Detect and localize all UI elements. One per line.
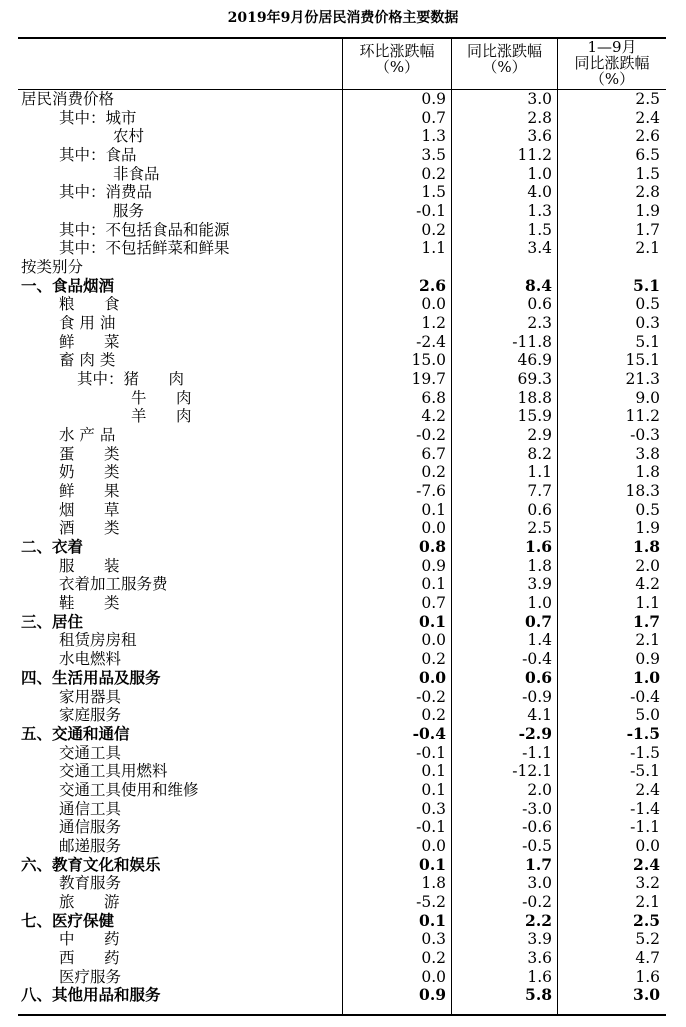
mom-value: 3.5 <box>421 146 446 165</box>
yoy-value: 8.2 <box>527 444 552 463</box>
ytd-yoy-value: 0.5 <box>635 295 660 314</box>
yoy-value: 1.4 <box>527 631 552 650</box>
table-row <box>0 165 686 184</box>
row-label: 服务 <box>113 202 145 221</box>
yoy-value: 0.7 <box>525 611 552 631</box>
yoy-value: 0.6 <box>525 667 552 687</box>
mom-value: 0.2 <box>421 220 446 239</box>
table-row <box>0 744 686 763</box>
yoy-value: 2.2 <box>525 910 552 930</box>
row-label: 租赁房房租 <box>59 631 137 650</box>
mom-value: -2.4 <box>416 332 446 351</box>
row-label: 食 用 油 <box>59 314 116 333</box>
row-label: 服 装 <box>59 556 120 575</box>
row-label: 其中：不包括食品和能源 <box>59 220 230 239</box>
yoy-value: -1.1 <box>522 743 552 762</box>
row-label: 其中：猪 肉 <box>77 370 185 389</box>
mom-value: 1.8 <box>421 874 446 893</box>
mom-value: 0.0 <box>419 667 446 687</box>
row-label: 居民消费价格 <box>21 90 115 108</box>
row-label: 酒 类 <box>59 519 120 538</box>
category-row <box>0 669 686 688</box>
yoy-value: 0.6 <box>527 295 552 314</box>
yoy-value: 1.6 <box>527 967 552 986</box>
row-label: 二、衣着 <box>21 537 84 557</box>
yoy-value: 1.0 <box>527 164 552 183</box>
mom-value: 1.3 <box>421 127 446 146</box>
ytd-yoy-value: 1.6 <box>635 967 660 986</box>
row-label: 交通工具 <box>59 743 122 762</box>
mom-value: -7.6 <box>416 482 446 501</box>
row-label: 家用器具 <box>59 687 122 706</box>
ytd-yoy-value: -1.1 <box>630 818 660 837</box>
yoy-value: 1.5 <box>527 220 552 239</box>
row-label: 七、医疗保健 <box>21 910 115 930</box>
yoy-value: 18.8 <box>517 388 552 407</box>
ytd-yoy-value: 6.5 <box>635 146 660 165</box>
table-row <box>0 650 686 669</box>
header-ytd-label: 同比涨跌幅 <box>574 54 650 72</box>
table-row <box>0 557 686 576</box>
ytd-yoy-value: 1.8 <box>633 537 660 557</box>
row-label: 医疗服务 <box>59 967 122 986</box>
row-label: 交通工具用燃料 <box>59 762 168 781</box>
header-mom-label: 环比涨跌幅 <box>359 42 435 60</box>
table-row <box>0 706 686 725</box>
yoy-value: -0.6 <box>522 818 552 837</box>
row-label: 其中：消费品 <box>59 183 153 202</box>
yoy-value: 2.0 <box>527 780 552 799</box>
table-row <box>0 781 686 800</box>
ytd-yoy-value: 1.7 <box>635 220 660 239</box>
yoy-value: 2.9 <box>527 426 552 445</box>
mom-value: 0.1 <box>419 611 446 631</box>
row-label: 通信服务 <box>59 818 122 837</box>
table-row <box>0 818 686 837</box>
ytd-yoy-value: -1.5 <box>626 723 660 743</box>
table-row <box>0 333 686 352</box>
row-label: 中 药 <box>59 930 120 949</box>
ytd-yoy-value: 3.8 <box>635 444 660 463</box>
row-label: 西 药 <box>59 948 120 967</box>
ytd-yoy-value: 1.5 <box>635 164 660 183</box>
table-row <box>0 351 686 370</box>
yoy-value: 3.0 <box>527 90 552 108</box>
yoy-value: 3.9 <box>527 575 552 594</box>
mom-value: 0.0 <box>421 967 446 986</box>
ytd-yoy-value: 0.3 <box>635 314 660 333</box>
row-label: 按类别分 <box>21 258 84 277</box>
table-row <box>0 426 686 445</box>
table-row <box>0 370 686 389</box>
ytd-yoy-value: 2.1 <box>635 239 660 258</box>
yoy-value: 2.8 <box>527 108 552 127</box>
mom-value: 0.2 <box>421 650 446 669</box>
ytd-yoy-value: 9.0 <box>635 388 660 407</box>
mom-value: 0.8 <box>419 537 446 557</box>
ytd-yoy-value: 2.1 <box>635 631 660 650</box>
ytd-yoy-value: 4.2 <box>635 575 660 594</box>
mom-value: 0.7 <box>421 594 446 613</box>
ytd-yoy-value: 0.5 <box>635 500 660 519</box>
ytd-yoy-value: 2.8 <box>635 183 660 202</box>
ytd-yoy-value: -1.5 <box>630 743 660 762</box>
ytd-yoy-value: 2.5 <box>635 90 660 108</box>
category-row <box>0 725 686 744</box>
ytd-yoy-value: 0.9 <box>635 650 660 669</box>
table-body <box>0 90 686 1005</box>
yoy-value: -0.4 <box>522 650 552 669</box>
table-row <box>0 949 686 968</box>
table-row <box>0 463 686 482</box>
ytd-yoy-value: 1.8 <box>635 463 660 482</box>
table-row <box>0 893 686 912</box>
mom-value: 0.9 <box>421 556 446 575</box>
ytd-yoy-value: 1.0 <box>633 667 660 687</box>
mom-value: 0.2 <box>421 463 446 482</box>
mom-value: 6.7 <box>421 444 446 463</box>
yoy-value: 2.3 <box>527 314 552 333</box>
table-row <box>0 594 686 613</box>
row-label: 五、交通和通信 <box>21 723 130 743</box>
table-row <box>0 501 686 520</box>
yoy-value: 4.1 <box>527 706 552 725</box>
table-row <box>0 389 686 408</box>
yoy-value: -3.0 <box>522 799 552 818</box>
mom-value: 0.1 <box>421 762 446 781</box>
row-label: 一、食品烟酒 <box>21 275 115 295</box>
table-row <box>0 837 686 856</box>
mom-value: 0.0 <box>421 836 446 855</box>
row-label: 牛 肉 <box>131 388 192 407</box>
table-row <box>0 762 686 781</box>
row-label: 水 产 品 <box>59 426 116 445</box>
ytd-yoy-value: 5.0 <box>635 706 660 725</box>
mom-value: 0.0 <box>421 519 446 538</box>
row-label: 旅 游 <box>59 892 120 911</box>
mom-value: 0.1 <box>419 854 446 874</box>
ytd-yoy-value: 5.1 <box>633 275 660 295</box>
table-row <box>0 575 686 594</box>
mom-value: 2.6 <box>419 275 446 295</box>
header-ytd-yoy-change <box>558 39 666 87</box>
mom-value: 0.9 <box>419 985 446 1005</box>
yoy-value: -2.9 <box>518 723 552 743</box>
row-label: 蛋 类 <box>59 444 120 463</box>
yoy-value: 8.4 <box>525 275 552 295</box>
yoy-value: 1.0 <box>527 594 552 613</box>
category-row <box>0 856 686 875</box>
mom-value: 0.0 <box>421 631 446 650</box>
yoy-value: -11.8 <box>512 332 552 351</box>
yoy-value: -0.2 <box>522 892 552 911</box>
row-label: 八、其他用品和服务 <box>21 985 161 1005</box>
row-label: 奶 类 <box>59 463 120 482</box>
ytd-yoy-value: 1.7 <box>633 611 660 631</box>
row-label: 通信工具 <box>59 799 122 818</box>
ytd-yoy-value: 11.2 <box>625 407 660 426</box>
table-row <box>0 519 686 538</box>
mom-value: -0.1 <box>416 202 446 221</box>
yoy-value: 3.4 <box>527 239 552 258</box>
mom-value: 0.2 <box>421 706 446 725</box>
table-row <box>0 146 686 165</box>
row-label: 衣着加工服务费 <box>59 575 168 594</box>
ytd-yoy-value: 2.4 <box>635 108 660 127</box>
ytd-yoy-value: 2.4 <box>635 780 660 799</box>
category-row <box>0 538 686 557</box>
yoy-value: 46.9 <box>517 351 552 370</box>
row-label: 羊 肉 <box>131 407 192 426</box>
table-title: 2019年9月份居民消费价格主要数据 <box>227 10 459 26</box>
mom-value: 15.0 <box>411 351 446 370</box>
header-yoy-label: 同比涨跌幅 <box>466 42 542 60</box>
ytd-yoy-value: -0.3 <box>630 426 660 445</box>
ytd-yoy-value: 1.1 <box>635 594 660 613</box>
mom-value: 0.3 <box>421 799 446 818</box>
ytd-yoy-value: 2.0 <box>635 556 660 575</box>
mom-value: -0.4 <box>412 723 446 743</box>
mom-value: -0.1 <box>416 818 446 837</box>
yoy-value: 5.8 <box>525 985 552 1005</box>
table-row <box>0 239 686 258</box>
category-row <box>0 912 686 931</box>
header-yoy-change <box>452 43 557 75</box>
category-row <box>0 277 686 296</box>
yoy-value: 1.6 <box>525 537 552 557</box>
ytd-yoy-value: 1.9 <box>635 519 660 538</box>
row-label: 六、教育文化和娱乐 <box>21 854 161 874</box>
table-row <box>0 800 686 819</box>
mom-value: 1.1 <box>421 239 446 258</box>
ytd-yoy-value: 21.3 <box>625 370 660 389</box>
ytd-yoy-value: -5.1 <box>630 762 660 781</box>
row-label: 教育服务 <box>59 874 122 893</box>
yoy-value: 1.8 <box>527 556 552 575</box>
mom-value: 19.7 <box>411 370 446 389</box>
mom-value: -0.2 <box>416 687 446 706</box>
mom-value: 0.0 <box>421 295 446 314</box>
row-label: 水电燃料 <box>59 650 122 669</box>
yoy-value: 3.6 <box>527 948 552 967</box>
ytd-yoy-value: -1.4 <box>630 799 660 818</box>
ytd-yoy-value: 2.5 <box>633 910 660 930</box>
mom-value: 1.2 <box>421 314 446 333</box>
header-mom-unit: （%） <box>374 58 420 76</box>
mom-value: -0.1 <box>416 743 446 762</box>
mom-value: 0.2 <box>421 948 446 967</box>
yoy-value: 2.5 <box>527 519 552 538</box>
mom-value: 0.9 <box>421 90 446 108</box>
yoy-value: -0.5 <box>522 836 552 855</box>
header-ytd-unit: （%） <box>589 70 635 88</box>
row-label: 四、生活用品及服务 <box>21 667 161 687</box>
category-row <box>0 613 686 632</box>
table-row <box>0 631 686 650</box>
table-row <box>0 482 686 501</box>
table-row <box>0 90 686 109</box>
mom-value: 0.1 <box>421 500 446 519</box>
row-label: 鞋 类 <box>59 594 120 613</box>
ytd-yoy-value: 2.4 <box>633 854 660 874</box>
table-row <box>0 968 686 987</box>
table-row <box>0 127 686 146</box>
table-row <box>0 874 686 893</box>
ytd-yoy-value: 2.6 <box>635 127 660 146</box>
mom-value: 0.1 <box>419 910 446 930</box>
ytd-yoy-value: 1.9 <box>635 202 660 221</box>
ytd-yoy-value: 18.3 <box>625 482 660 501</box>
yoy-value: 4.0 <box>527 183 552 202</box>
row-label: 烟 草 <box>59 500 120 519</box>
row-label: 邮递服务 <box>59 836 122 855</box>
mom-value: -5.2 <box>416 892 446 911</box>
yoy-value: 11.2 <box>517 146 552 165</box>
header-mom-change <box>343 43 451 75</box>
yoy-value: 15.9 <box>517 407 552 426</box>
table-row <box>0 445 686 464</box>
row-label: 非食品 <box>113 164 160 183</box>
ytd-yoy-value: -0.4 <box>630 687 660 706</box>
table-row <box>0 295 686 314</box>
mom-value: 1.5 <box>421 183 446 202</box>
yoy-value: 1.7 <box>525 854 552 874</box>
category-row <box>0 986 686 1005</box>
table-row <box>0 109 686 128</box>
mom-value: 4.2 <box>421 407 446 426</box>
table-row <box>0 688 686 707</box>
table-row <box>0 258 686 277</box>
yoy-value: 3.6 <box>527 127 552 146</box>
ytd-yoy-value: 2.1 <box>635 892 660 911</box>
row-label: 交通工具使用和维修 <box>59 780 199 799</box>
table-row <box>0 202 686 221</box>
yoy-value: 1.1 <box>527 463 552 482</box>
mom-value: 6.8 <box>421 388 446 407</box>
yoy-value: 3.9 <box>527 930 552 949</box>
row-label: 粮 食 <box>59 295 120 314</box>
mom-value: -0.2 <box>416 426 446 445</box>
ytd-yoy-value: 5.2 <box>635 930 660 949</box>
row-label: 鲜 果 <box>59 482 120 501</box>
ytd-yoy-value: 5.1 <box>635 332 660 351</box>
ytd-yoy-value: 0.0 <box>635 836 660 855</box>
row-label: 农村 <box>113 127 145 146</box>
yoy-value: 7.7 <box>527 482 552 501</box>
row-label: 三、居住 <box>21 611 84 631</box>
mom-value: 0.2 <box>421 164 446 183</box>
row-label: 畜 肉 类 <box>59 351 116 370</box>
table-row <box>0 407 686 426</box>
yoy-value: -12.1 <box>512 762 552 781</box>
yoy-value: -0.9 <box>522 687 552 706</box>
ytd-yoy-value: 15.1 <box>625 351 660 370</box>
mom-value: 0.1 <box>421 575 446 594</box>
table-row <box>0 314 686 333</box>
row-label: 鲜 菜 <box>59 332 120 351</box>
yoy-value: 3.0 <box>527 874 552 893</box>
mom-value: 0.3 <box>421 930 446 949</box>
ytd-yoy-value: 4.7 <box>635 948 660 967</box>
yoy-value: 69.3 <box>517 370 552 389</box>
row-label: 其中：食品 <box>59 146 137 165</box>
row-label: 家庭服务 <box>59 706 122 725</box>
ytd-yoy-value: 3.0 <box>633 985 660 1005</box>
yoy-value: 1.3 <box>527 202 552 221</box>
ytd-yoy-value: 3.2 <box>635 874 660 893</box>
header-yoy-unit: （%） <box>482 58 527 76</box>
row-label: 其中：城市 <box>59 108 137 127</box>
yoy-value: 0.6 <box>527 500 552 519</box>
row-label: 其中：不包括鲜菜和鲜果 <box>59 239 230 258</box>
table-row <box>0 930 686 949</box>
mom-value: 0.7 <box>421 108 446 127</box>
mom-value: 0.1 <box>421 780 446 799</box>
header-ytd-period: 1—9月 <box>587 38 637 56</box>
table-row <box>0 183 686 202</box>
table-row <box>0 221 686 240</box>
